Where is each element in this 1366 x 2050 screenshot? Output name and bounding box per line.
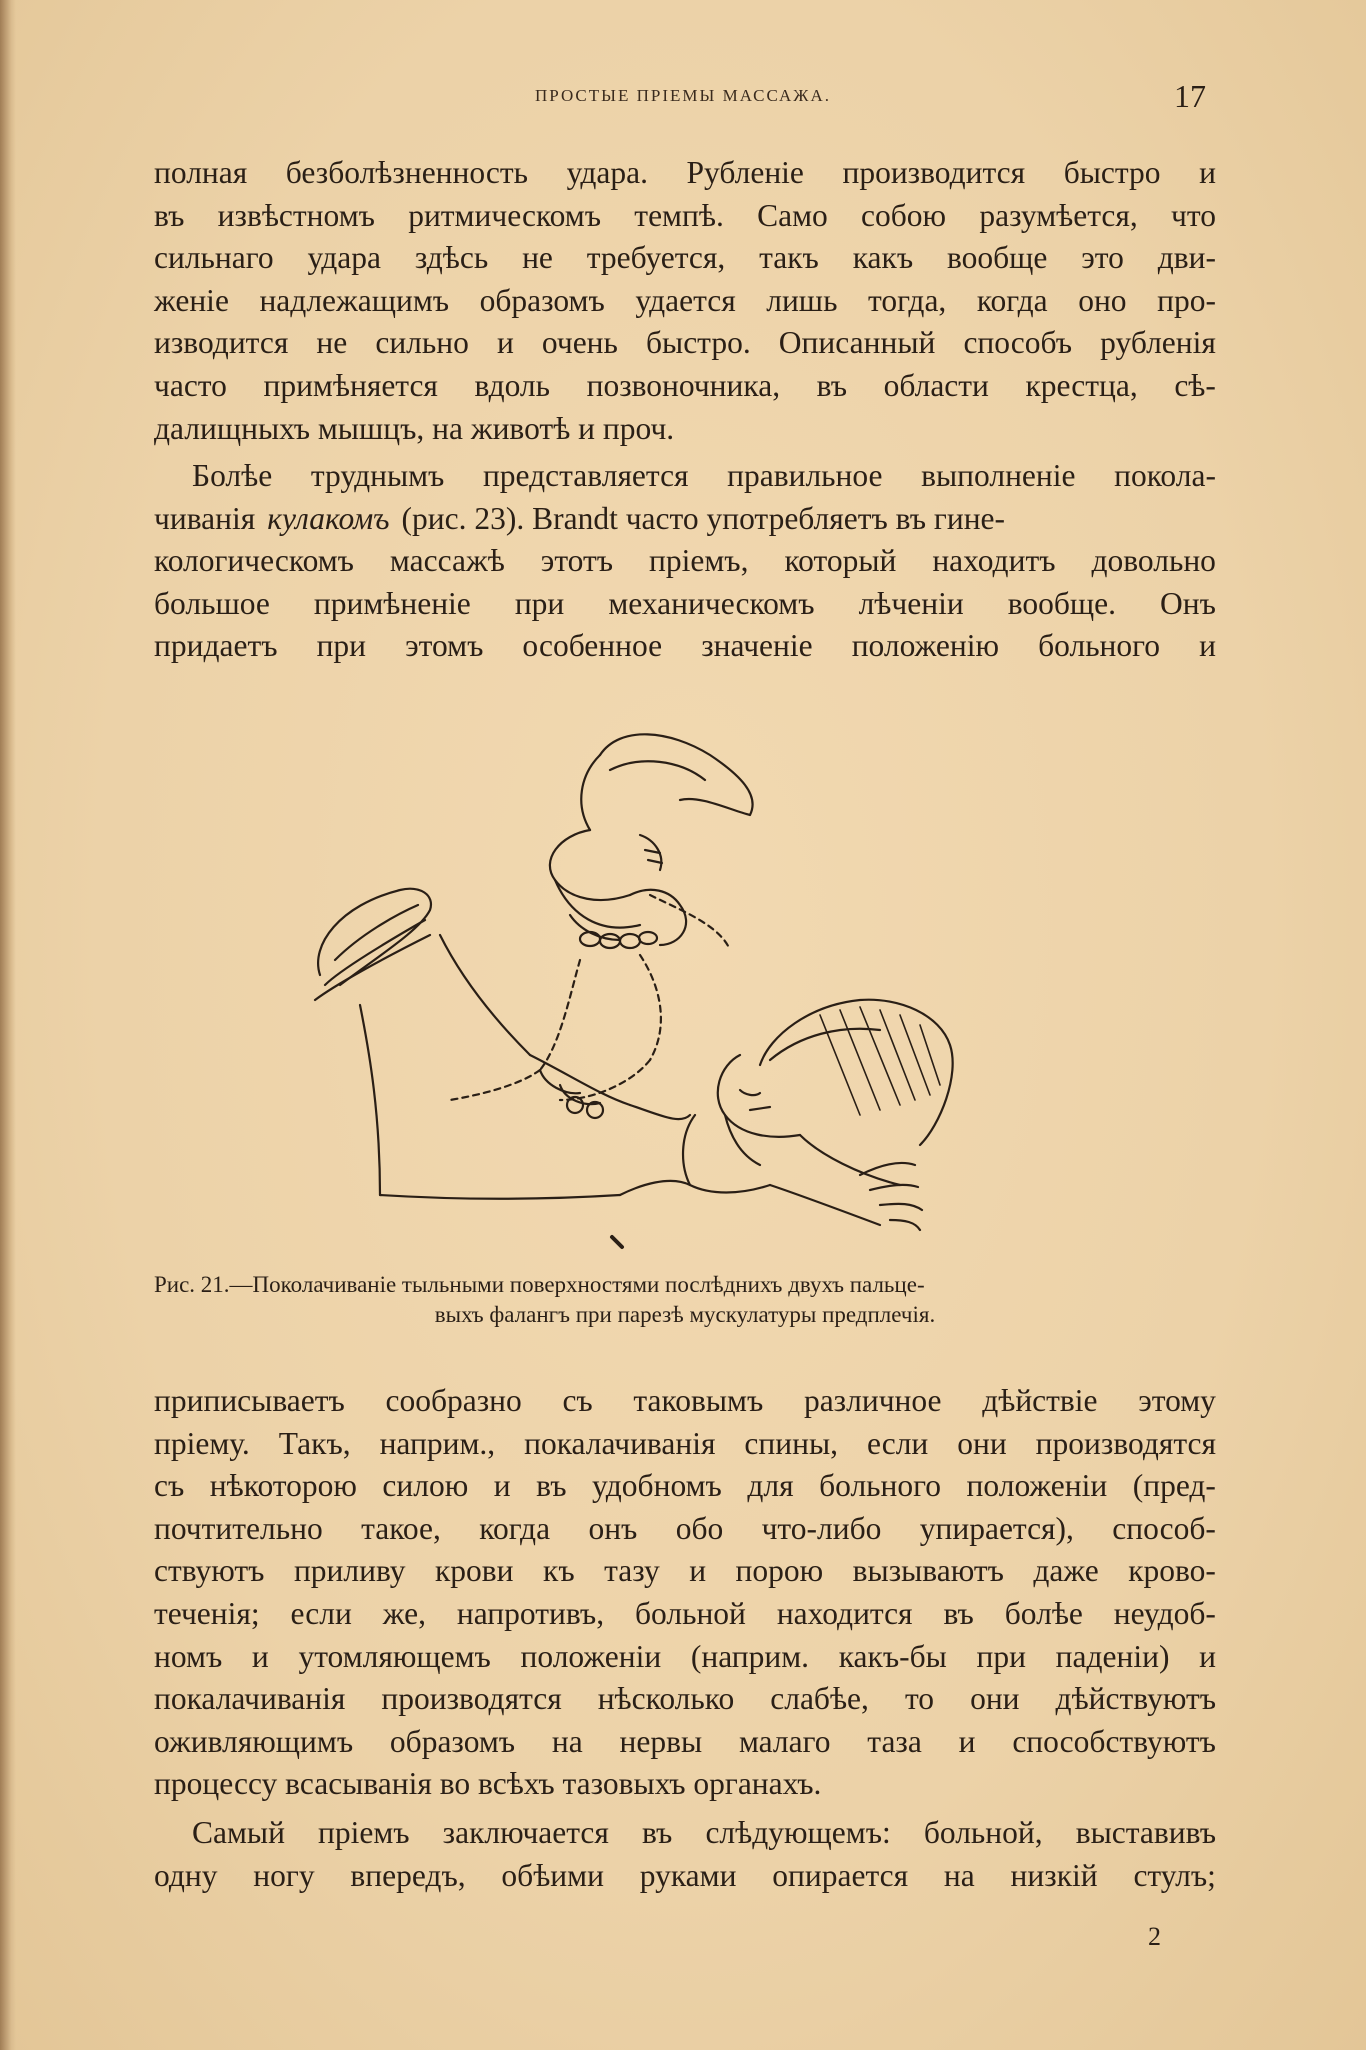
text-line: покалачиванія производятся нѣсколько слабѣе, то они дѣйствуютъ <box>154 1681 1216 1717</box>
text-line: теченія; если же, напротивъ, больной находится въ болѣе неудоб- <box>154 1595 1216 1631</box>
text-line: Самый пріемъ заключается въ слѣдующемъ: больной, выставивъ <box>192 1815 1216 1850</box>
figure-caption <box>154 1270 1216 1330</box>
paragraph-top <box>154 152 1216 450</box>
running-head: ПРОСТЫЕ ПРІЕМЫ МАССАЖА. <box>535 86 831 105</box>
right-fist <box>718 1055 800 1137</box>
text-line: часто примѣняется вдоль позвоночника, въ области крестца, сѣ- <box>154 367 1216 403</box>
text-line: изводится не сильно и очень быстро. Описанный способъ рубленія <box>154 325 1216 361</box>
text-line: чиванія кулакомъ (рис. 23). Brandt часто употребляетъ въ гине- <box>154 500 1006 536</box>
text-line: въ извѣстномъ ритмическомъ темпѣ. Само собою разумѣется, что <box>154 197 1216 233</box>
text-line: процессу всасыванія во всѣхъ тазовыхъ органахъ. <box>154 1766 822 1802</box>
text-line: придаетъ при этомъ особенное значеніе положенію больного и <box>154 628 1216 664</box>
page-number: 17 <box>1174 78 1206 114</box>
upper-fist <box>550 830 630 900</box>
text-line: сильнаго удара здѣсь не требуется, такъ какъ вообще это дви- <box>154 240 1216 276</box>
text-line: кологическомъ массажѣ этотъ пріемъ, который находитъ довольно <box>154 543 1216 579</box>
caption-line: выхъ фалангъ при парезѣ мускулатуры предплечія. <box>434 1302 936 1327</box>
stray-mark <box>612 1237 622 1247</box>
text-line: полная безболѣзненность удара. Рубленіе производится быстро и <box>154 155 1216 190</box>
paragraph-bottom <box>154 1380 1216 1806</box>
text-line: далищныхъ мышцъ, на животѣ и проч. <box>154 410 675 446</box>
text-line: оживляющимъ образомъ на нервы малаго таза и способствуютъ <box>154 1723 1216 1759</box>
text-line: женіе надлежащимъ образомъ удается лишь тогда, когда оно про- <box>154 282 1216 318</box>
text-line: большое примѣненіе при механическомъ лѣченіи вообще. Онъ <box>154 585 1216 621</box>
text-line: номъ и утомляющемъ положеніи (наприм. какъ-бы при паденіи) и <box>154 1638 1216 1674</box>
left-cuff <box>318 889 431 985</box>
emphasis-word: кулакомъ <box>267 500 390 536</box>
paragraph-second <box>154 455 1216 668</box>
signature-mark: 2 <box>1148 1922 1161 1951</box>
text-line: приписываетъ сообразно съ таковымъ различное дѣйствіе этому <box>154 1383 1216 1418</box>
text-line: почтительно такое, когда онъ обо что-либо упирается), способ- <box>154 1510 1216 1546</box>
forearm <box>360 1005 380 1195</box>
upper-hand-sleeve <box>600 734 753 815</box>
text-line: ствуютъ приливу крови къ тазу и порою вызываютъ даже крово- <box>154 1553 1216 1589</box>
right-sleeve <box>760 1000 953 1145</box>
paragraph-last <box>154 1812 1216 1897</box>
page-edge-shadow <box>0 0 16 2050</box>
text-line: пріему. Такъ, наприм., покалачиванія спины, если они производятся <box>154 1425 1216 1461</box>
caption-line: Рис. 21.—Поколачиваніе тыльными поверхностями послѣднихъ двухъ пальце- <box>154 1272 925 1297</box>
text-line: съ нѣкоторою силою и въ удобномъ для больного положеніи (пред- <box>154 1468 1216 1504</box>
figure-illustration <box>300 715 1080 1260</box>
text-line: одну ногу впередъ, обѣими руками опирается на низкій стулъ; <box>154 1857 1216 1893</box>
text-line: Болѣе труднымъ представляется правильное выполненіе покола- <box>192 458 1216 493</box>
